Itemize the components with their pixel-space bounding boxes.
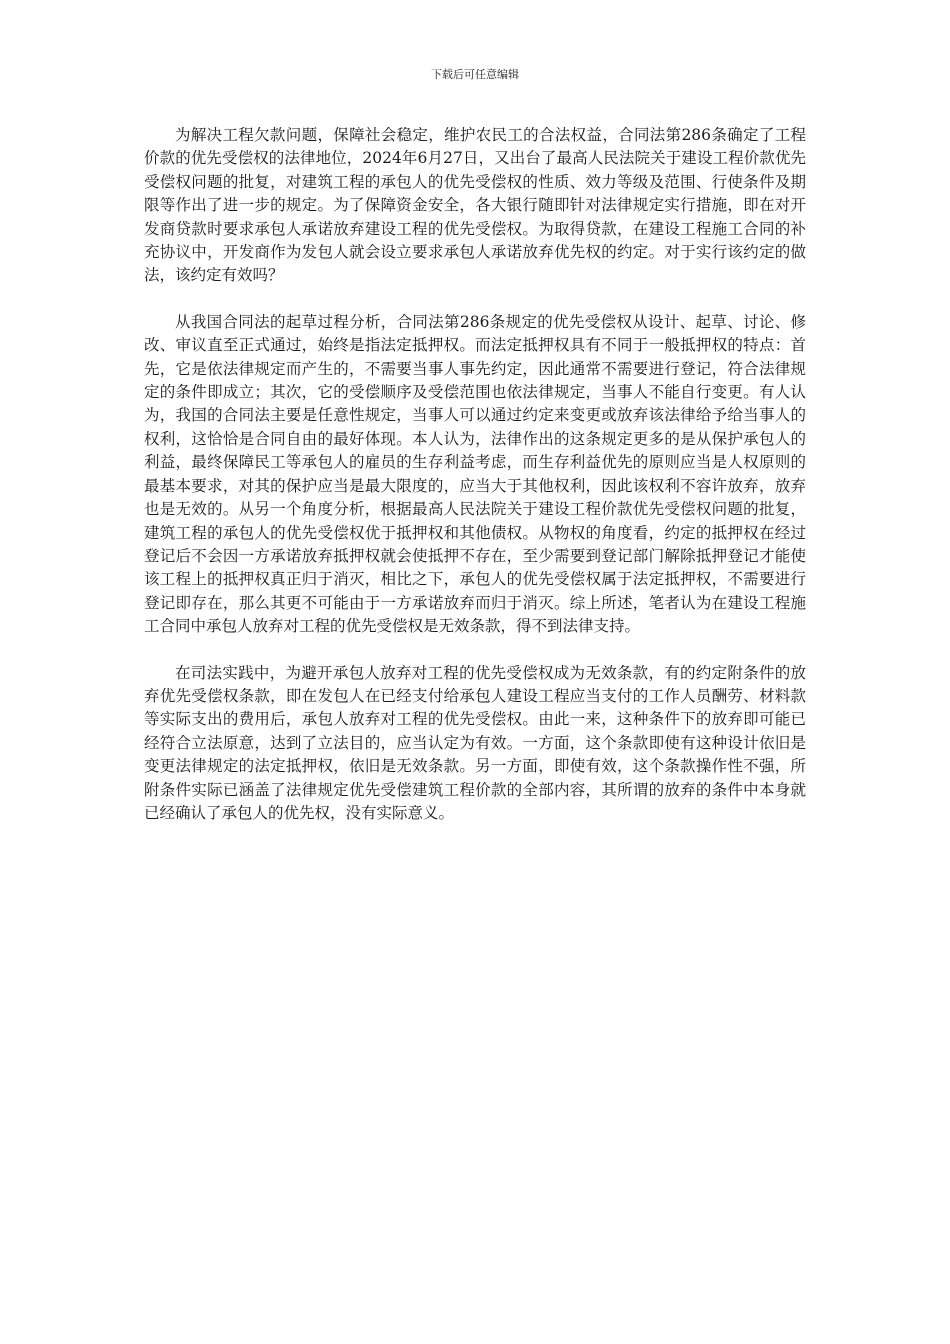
paragraph-2: 从我国合同法的起草过程分析，合同法第286条规定的优先受偿权从设计、起草、讨论、修改、审议直至正式通过，始终是指法定抵押权。而法定抵押权具有不同于一般抵押权的特点：首先，它是依法律规定而产生的，不需要当事人事先约定，因此通常不需要进行登记，符合法律规定的条件即成立；其次，它的受偿顺序及受偿范围也依法律规定，当事人不能自行变更。有人认为，我国的合同法主要是任意性规定，当事人可以通过约定来变更或放弃该法律给予给当事人的权利，这恰恰是合同自由的最好体现。本人认为，法律作出的这条规定更多的是从保护承包人的利益，最终保障民工等承包人的雇员的生存利益考虑，而生存利益优先的原则应当是人权原则的最基本要求，对其的保护应当是最大限度的，应当大于其他权利，因此该权利不容许放弃，放弃也是无效的。从另一个角度分析，根据最高人民法院关于建设工程价款优先受偿权问题的批复，建筑工程的承包人的优先受偿权优于抵押权和其他债权。从物权的角度看，约定的抵押权在经过登记后不会因一方承诺放弃抵押权就会使抵押不存在，至少需要到登记部门解除抵押登记才能使该工程上的抵押权真正归于消灭，相比之下，承包人的优先受偿权属于法定抵押权，不需要进行登记即存在，那么其更不可能由于一方承诺放弃而归于消灭。综上所述，笔者认为在建设工程施工合同中承包人放弃对工程的优先受偿权是无效条款，得不到法律支持。 bbox=[144, 312, 806, 636]
paragraph-1: 为解决工程欠款问题，保障社会稳定，维护农民工的合法权益，合同法第286条确定了工程价款的优先受偿权的法律地位，2024年6月27日，又出台了最高人民法院关于建设工程价款优先受偿权问题的批复，对建筑工程的承包人的优先受偿权的性质、效力等级及范围、行使条件及期限等作出了进一步的规定。为了保障资金安全，各大银行随即针对法律规定实行措施，即在对开发商贷款时要求承包人承诺放弃建设工程的优先受偿权。为取得贷款，在建设工程施工合同的补充协议中，开发商作为发包人就会设立要求承包人承诺放弃优先权的约定。对于实行该约定的做法，该约定有效吗？ bbox=[144, 126, 806, 285]
header-note: 下载后可任意编辑 bbox=[431, 68, 519, 81]
paragraph-3: 在司法实践中，为避开承包人放弃对工程的优先受偿权成为无效条款，有的约定附条件的放弃优先受偿权条款，即在发包人在已经支付给承包人建设工程应当支付的工作人员酬劳、材料款等实际支出的费用后，承包人放弃对工程的优先受偿权。由此一来，这种条件下的放弃即可能已经符合立法原意，达到了立法目的，应当认定为有效。一方面，这个条款即使有这种设计依旧是变更法律规定的法定抵押权，依旧是无效条款。另一方面，即使有效，这个条款操作性不强，所附条件实际已涵盖了法律规定优先受偿建筑工程价款的全部内容，其所谓的放弃的条件中本身就已经确认了承包人的优先权，没有实际意义。 bbox=[144, 663, 806, 822]
document-body bbox=[144, 124, 806, 848]
